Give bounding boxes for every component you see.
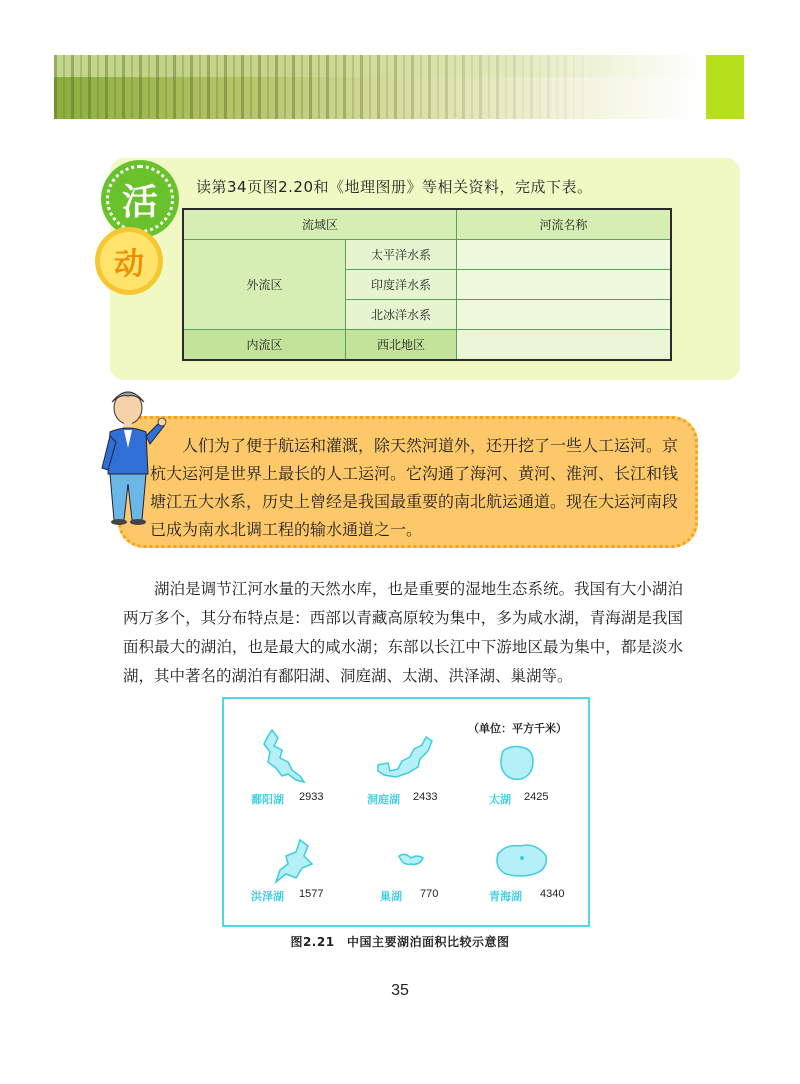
- inner-zone-cell: 内流区: [183, 330, 346, 361]
- sub-region-cell: 印度洋水系: [346, 270, 457, 300]
- lake-name: 洞庭湖: [367, 793, 400, 806]
- lake-name: 洪泽湖: [251, 890, 284, 903]
- lake-name: 青海湖: [489, 890, 522, 903]
- lake-name: 鄱阳湖: [251, 793, 284, 806]
- poyang-lake-shape: [262, 728, 310, 784]
- header-accent-block: [706, 55, 744, 119]
- lake-area: 2933: [299, 791, 324, 803]
- answer-cell[interactable]: [457, 270, 672, 300]
- lake-area: 2433: [413, 791, 438, 803]
- sub-region-cell: 西北地区: [346, 330, 457, 361]
- hongze-lake-shape: [272, 838, 316, 884]
- lake-name: 巢湖: [380, 890, 402, 903]
- table-header-row: [183, 209, 671, 240]
- lake-paragraph: 湖泊是调节江河水量的天然水库，也是重要的湿地生态系统。我国有大小湖泊两万多个，其分布特点是：西部以青藏高原较为集中，多为咸水湖，青海湖是我国面积最大的湖泊，也是最大的咸水湖；东部以长江中下游地区最为集中，都是淡水湖，其中著名的湖泊有鄱阳湖、洞庭湖、太湖、洪泽湖、巢湖等。: [123, 580, 683, 685]
- dongting-lake-shape: [374, 735, 436, 779]
- qinghai-lake-shape: [492, 840, 550, 880]
- lake-area: 1577: [299, 888, 324, 900]
- figure-unit-label: （单位：平方千米）: [468, 722, 567, 735]
- activity-badge-bottom: 动: [100, 232, 158, 290]
- sub-region-cell: 北冰洋水系: [346, 300, 457, 330]
- activity-badge-top: 活: [106, 165, 174, 233]
- river-table: [182, 208, 672, 361]
- table-row: [183, 330, 671, 361]
- page-number: 35: [391, 982, 409, 999]
- lake-area: 2425: [524, 791, 549, 803]
- outer-zone-cell: 外流区: [183, 240, 346, 330]
- chao-lake-shape: [397, 850, 425, 868]
- header-banner: [54, 55, 704, 119]
- table-header-zone: 流域区: [183, 209, 457, 240]
- tai-lake-shape: [497, 743, 537, 783]
- lake-area: 770: [420, 888, 439, 900]
- sub-region-cell: 太平洋水系: [346, 240, 457, 270]
- lake-area: 4340: [540, 888, 565, 900]
- table-header-rivers: 河流名称: [457, 209, 672, 240]
- answer-cell[interactable]: [457, 240, 672, 270]
- figure-caption: 图2.21 中国主要湖泊面积比较示意图: [290, 935, 510, 949]
- activity-prompt: 读第34页图2.20和《地理图册》等相关资料，完成下表。: [196, 178, 593, 196]
- answer-cell[interactable]: [457, 300, 672, 330]
- info-text: 人们为了便于航运和灌溉，除天然河道外，还开挖了一些人工运河。京杭大运河是世界上最长的人工运河。它沟通了海河、黄河、淮河、长江和钱塘江五大水系，历史上曾经是我国最重要的南北航运通道。现在大运河南段已成为南水北调工程的输水通道之一。: [150, 436, 679, 539]
- table-row: [183, 240, 671, 270]
- lake-name: 太湖: [489, 793, 511, 806]
- answer-cell[interactable]: [457, 330, 672, 361]
